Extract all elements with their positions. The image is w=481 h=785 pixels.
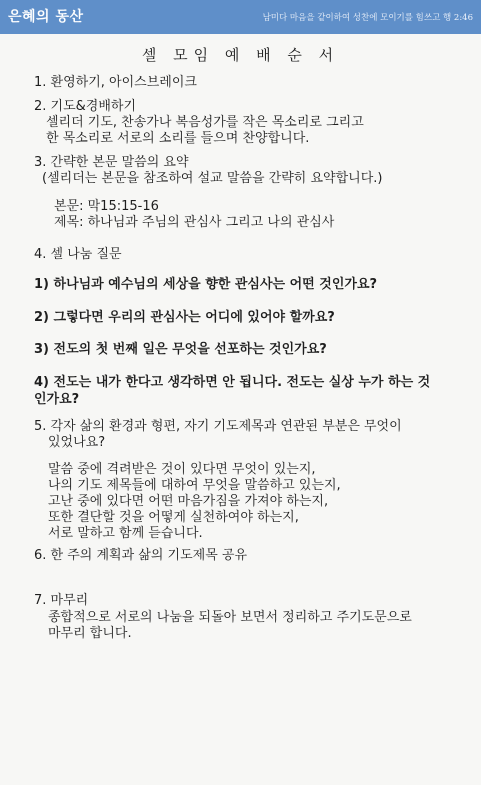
section-6-sharing: 6. 한 주의 계획과 삶의 기도제목 공유 [34,548,248,563]
section-3-note: (셀리더는 본문을 참조하여 설교 말씀을 간략히 요약합니다.) [42,171,383,186]
document-title: 셀 모임 예 배 순 서 [141,46,340,64]
brand-title: 은혜의 동산 [8,9,84,25]
page-header [0,0,481,34]
section-5-line-2: 있었나요? [48,435,106,450]
section-3-title: 3. 간략한 본문 말씀의 요약 [34,155,189,170]
section-7-line-1: 종합적으로 서로의 나눔을 되돌아 보면서 정리하고 주기도문으로 [48,610,412,625]
section-5-prompt-5: 서로 말하고 함께 듣습니다. [48,526,203,541]
section-5-prompt-2: 나의 기도 제목들에 대하여 무엇을 말씀하고 있는지, [48,478,341,493]
section-5-prompt-1: 말씀 중에 격려받은 것이 있다면 무엇이 있는지, [48,462,316,477]
header-tagline: 남미다 마음을 같이하여 성찬에 모이기를 힘쓰고 행 2:46 [262,13,473,23]
question-3: 3) 전도의 첫 번째 일은 무엇을 선포하는 것인가요? [34,342,327,357]
section-7-line-2: 마무리 합니다. [48,626,132,641]
section-1-welcome: 1. 환영하기, 아이스브레이크 [34,75,197,90]
sermon-theme: 제목: 하나님과 주님의 관심사 그리고 나의 관심사 [54,215,335,230]
question-4-line-1: 4) 전도는 내가 한다고 생각하면 안 됩니다. 전도는 실상 누가 하는 것 [34,375,431,390]
section-2-line-1: 셀리더 기도, 찬송가나 복음성가를 작은 목소리로 그리고 [46,115,364,130]
section-7-title: 7. 마무리 [34,593,89,608]
section-5-line-1: 5. 각자 삶의 환경과 형편, 자기 기도제목과 연관된 부분은 무엇이 [34,419,402,434]
scripture-text: 본문: 막15:15-16 [54,199,159,214]
section-2-title: 2. 기도&경배하기 [34,99,137,114]
question-2: 2) 그렇다면 우리의 관심사는 어디에 있어야 할까요? [34,310,335,325]
section-5-prompt-4: 또한 결단할 것을 어떻게 실천하여야 하는지, [48,510,299,525]
section-2-line-2: 한 목소리로 서로의 소리를 들으며 찬양합니다. [46,131,310,146]
section-4-title: 4. 셀 나눔 질문 [34,247,122,262]
section-5-prompt-3: 고난 중에 있다면 어떤 마음가짐을 가져야 하는지, [48,494,329,509]
question-4-line-2: 인가요? [34,392,80,407]
question-1: 1) 하나님과 예수님의 세상을 향한 관심사는 어떤 것인가요? [34,277,378,292]
